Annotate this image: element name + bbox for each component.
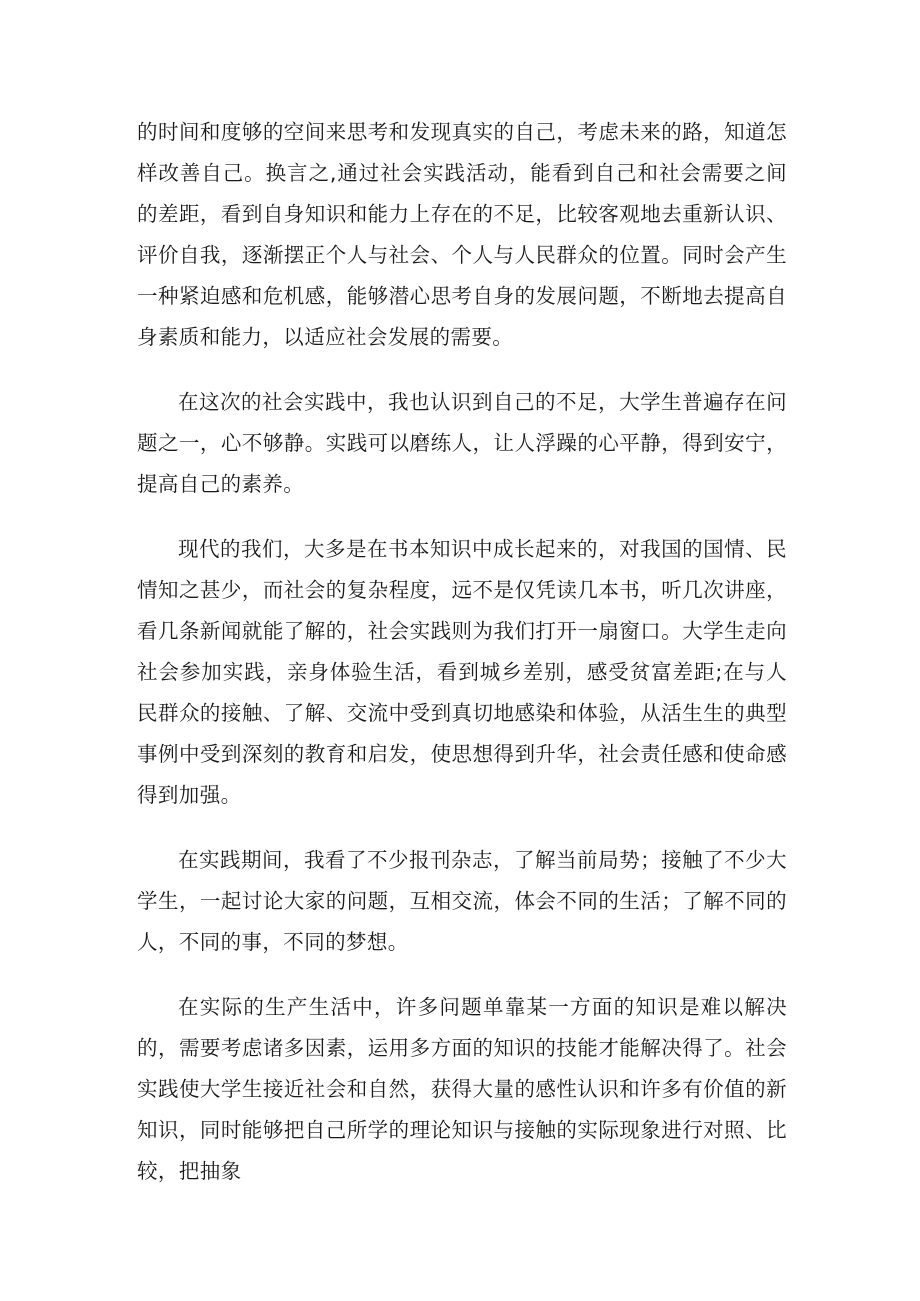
paragraph-practical-knowledge: 在实际的生产生活中，许多问题单靠某一方面的知识是难以解决的，需要考虑诸多因素，运用多方面的知识的技能才能解决得了。社会实践使大学生接近社会和自然，获得大量的感性认识和许多有价值的新知识，同时能够把自己所学的理论知识与接触的实际现象进行对照、比较，把抽象 — [137, 995, 787, 1183]
paragraph-practice-period: 在实践期间，我看了不少报刊杂志，了解当前局势；接触了不少大学生，一起讨论大家的问题，互相交流，体会不同的生活；了解不同的人，不同的事，不同的梦想。 — [137, 848, 787, 954]
paragraph-continued: 的时间和度够的空间来思考和发现真实的自己，考虑未来的路，知道怎样改善自己。换言之,通过社会实践活动，能看到自己和社会需要之间的差距，看到自身知识和能力上存在的不足，比较客观地去重新认识、评价自我，逐渐摆正个人与社会、个人与人民群众的位置。同时会产生一种紧迫感和危机感，能够潜心思考自身的发展问题，不断地去提高自身素质和能力，以适应社会发展的需要。 — [137, 120, 787, 349]
paragraph-self-awareness: 在这次的社会实践中，我也认识到自己的不足，大学生普遍存在问题之一，心不够静。实践可以磨练人，让人浮躁的心平静，得到安宁，提高自己的素养。 — [137, 390, 787, 496]
paragraph-social-practice-window: 现代的我们，大多是在书本知识中成长起来的，对我国的国情、民情知之甚少，而社会的复杂程度，远不是仅凭读几本书，听几次讲座，看几条新闻就能了解的，社会实践则为我们打开一扇窗口。大学生走向社会参加实践，亲身体验生活，看到城乡差别，感受贫富差距;在与人民群众的接触、了解、交流中受到真切地感染和体验，从活生生的典型事例中受到深刻的教育和启发，使思想得到升华，社会责任感和使命感得到加强。 — [137, 537, 787, 807]
document-body — [137, 112, 787, 1192]
